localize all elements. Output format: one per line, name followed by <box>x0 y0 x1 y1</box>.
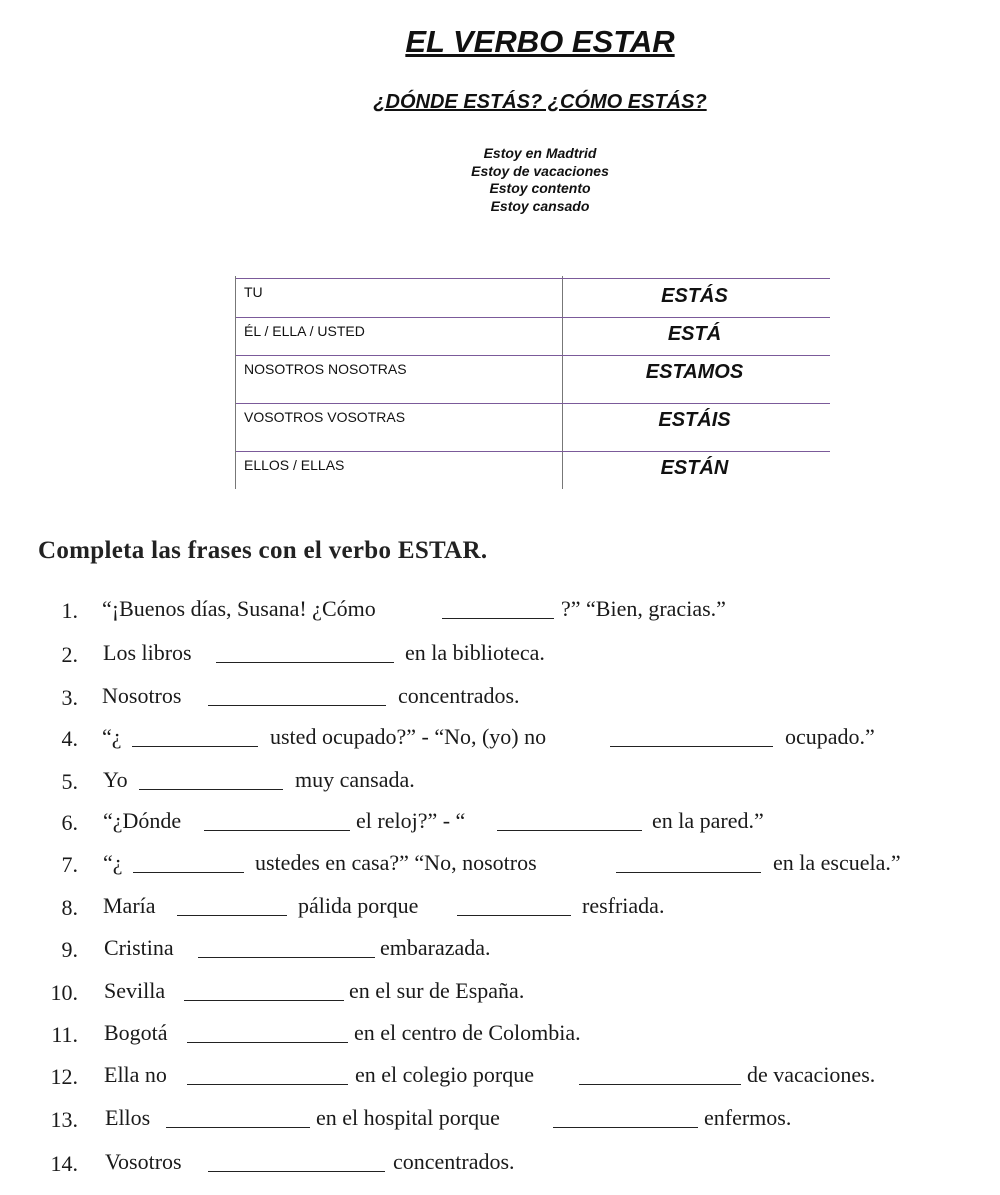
table-row <box>236 317 830 356</box>
table-row <box>236 355 830 404</box>
exercise-item <box>0 1020 1000 1050</box>
exercise-text: Cristina <box>104 935 174 960</box>
exercise-text: de vacaciones. <box>747 1062 876 1087</box>
exercise-item <box>0 683 1000 713</box>
exercise-text: concentrados. <box>393 1149 515 1174</box>
exercise-text: “¡Buenos días, Susana! ¿Cómo <box>102 596 376 621</box>
exercise-text: Vosotros <box>105 1149 182 1174</box>
exercise-text: ?” “Bien, gracias.” <box>561 596 726 621</box>
exercise-text: Los libros <box>103 640 192 665</box>
exercise-item <box>0 935 1000 965</box>
answer-blank[interactable] <box>442 618 554 619</box>
exercise-text: ocupado.” <box>785 724 875 749</box>
exercise-text: Ella no <box>104 1062 167 1087</box>
exercise-text: “¿ <box>103 850 123 875</box>
exercise-number: 6. <box>61 810 78 835</box>
exercise-text: en el hospital porque <box>316 1105 500 1130</box>
pronoun-cell: ÉL / ELLA / USTED <box>244 323 365 339</box>
answer-blank[interactable] <box>610 746 773 747</box>
exercise-text: enfermos. <box>704 1105 792 1130</box>
exercise-number: 1. <box>61 598 78 623</box>
exercise-text: “¿ <box>102 724 122 749</box>
exercise-number: 8. <box>61 895 78 920</box>
exercise-text: María <box>103 893 156 918</box>
pronoun-cell: VOSOTROS VOSOTRAS <box>244 409 406 425</box>
example-sentence: Estoy contento <box>489 180 591 197</box>
exercise-text: en la escuela.” <box>773 850 901 875</box>
exercise-text: en el colegio porque <box>355 1062 534 1087</box>
exercise-text: el reloj?” - “ <box>356 808 466 833</box>
exercise-text: en la pared.” <box>652 808 764 833</box>
table-row <box>236 451 830 490</box>
exercise-text: muy cansada. <box>295 767 415 792</box>
exercise-number: 4. <box>61 726 78 751</box>
answer-blank[interactable] <box>208 705 386 706</box>
exercise-item <box>0 978 1000 1008</box>
example-sentence: Estoy en Madtrid <box>483 145 597 161</box>
exercise-number: 9. <box>61 937 78 962</box>
worksheet-title: EL VERBO ESTAR <box>405 24 675 59</box>
exercise-number: 5. <box>61 769 78 794</box>
exercise-item <box>0 893 1000 923</box>
exercise-text: Sevilla <box>104 978 166 1003</box>
exercise-text: en la biblioteca. <box>405 640 545 665</box>
exercise-number: 13. <box>50 1107 78 1132</box>
answer-blank[interactable] <box>579 1084 741 1085</box>
answer-blank[interactable] <box>187 1084 348 1085</box>
answer-blank[interactable] <box>187 1042 348 1043</box>
verb-form-cell: ESTÁ <box>667 323 722 345</box>
exercise-item <box>0 596 1000 626</box>
example-sentence: Estoy de vacaciones <box>471 162 609 179</box>
answer-blank[interactable] <box>133 872 244 873</box>
exercise-number: 7. <box>61 852 78 877</box>
verb-form-cell: ESTÁS <box>661 285 728 307</box>
exercise-text: Nosotros <box>102 683 182 708</box>
exercise-item <box>0 640 1000 670</box>
exercise-text: Bogotá <box>104 1020 168 1045</box>
exercise-text: embarazada. <box>380 935 491 960</box>
answer-blank[interactable] <box>553 1127 698 1128</box>
exercise-item <box>0 1105 1000 1135</box>
table-row <box>236 403 830 452</box>
exercise-text: pálida porque <box>298 893 419 918</box>
exercise-text: ustedes en casa?” “No, nosotros <box>255 850 537 875</box>
exercise-text: concentrados. <box>398 683 520 708</box>
exercise-text: usted ocupado?” - “No, (yo) no <box>270 724 547 749</box>
pronoun-cell: ELLOS / ELLAS <box>244 457 345 473</box>
answer-blank[interactable] <box>139 789 283 790</box>
exercise-item <box>0 724 1000 754</box>
answer-blank[interactable] <box>177 915 287 916</box>
exercise-text: Ellos <box>105 1105 151 1130</box>
answer-blank[interactable] <box>166 1127 310 1128</box>
exercise-number: 3. <box>61 685 78 710</box>
table-row <box>236 278 830 318</box>
pronoun-cell: TU <box>244 284 263 300</box>
exercise-item <box>0 1149 1000 1179</box>
pronoun-cell: NOSOTROS NOSOTRAS <box>244 361 407 377</box>
exercise-item <box>0 850 1000 880</box>
worksheet-subtitle: ¿DÓNDE ESTÁS? ¿CÓMO ESTÁS? <box>373 91 707 113</box>
exercise-number: 2. <box>61 642 78 667</box>
answer-blank[interactable] <box>457 915 571 916</box>
exercise-text: en el sur de España. <box>349 978 525 1003</box>
exercise-text: resfriada. <box>582 893 665 918</box>
verb-form-cell: ESTÁN <box>660 457 729 479</box>
exercise-text: en el centro de Colombia. <box>354 1020 581 1045</box>
answer-blank[interactable] <box>204 830 350 831</box>
answer-blank[interactable] <box>497 830 642 831</box>
answer-blank[interactable] <box>184 1000 344 1001</box>
exercise-number: 12. <box>50 1064 78 1089</box>
exercise-number: 14. <box>50 1151 78 1176</box>
example-sentences <box>0 145 1000 215</box>
verb-form-cell: ESTÁIS <box>658 409 731 431</box>
exercise-text: “¿Dónde <box>103 808 182 833</box>
answer-blank[interactable] <box>132 746 258 747</box>
exercise-number: 11. <box>51 1022 78 1047</box>
example-sentence: Estoy cansado <box>490 197 590 214</box>
answer-blank[interactable] <box>198 957 375 958</box>
answer-blank[interactable] <box>616 872 761 873</box>
exercise-item <box>0 1062 1000 1092</box>
exercise-text: Yo <box>103 767 128 792</box>
exercise-item <box>0 808 1000 838</box>
answer-blank[interactable] <box>208 1171 385 1172</box>
exercise-item <box>0 767 1000 797</box>
exercise-instruction: Completa las frases con el verbo ESTAR. <box>38 537 488 564</box>
answer-blank[interactable] <box>216 662 394 663</box>
verb-form-cell: ESTAMOS <box>645 361 744 383</box>
conjugation-table <box>235 276 830 489</box>
exercise-number: 10. <box>50 980 78 1005</box>
